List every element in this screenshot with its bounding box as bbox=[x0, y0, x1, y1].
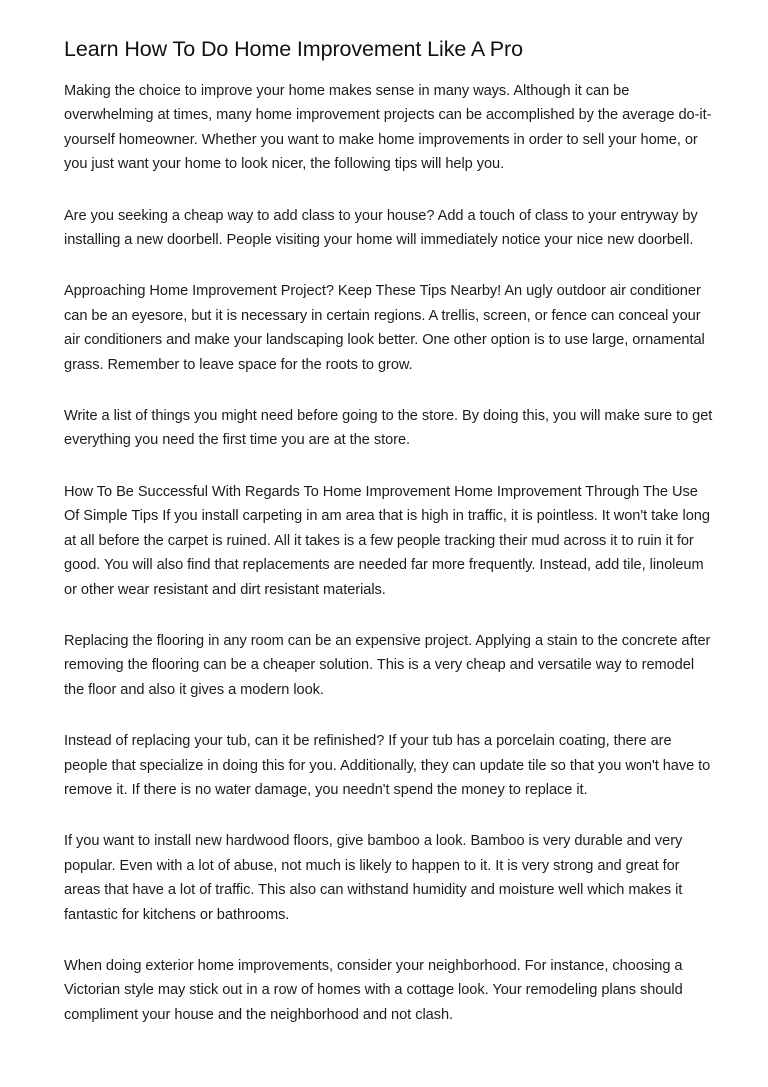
paragraph-flooring: Replacing the flooring in any room can be an expensive project. Applying a stain to the concrete after removing the flooring can be a cheaper solution. This is a very cheap and versatile way to remodel the floor and also it gives a modern look. bbox=[64, 632, 711, 698]
document-title: Learn How To Do Home Improvement Like A Pro bbox=[64, 37, 523, 61]
paragraph-tub: Instead of replacing your tub, can it be refinished? If your tub has a porcelain coating, there are people that specialize in doing this for you. Additionally, they can update tile so that you won't have to remove it. If there is no water damage, you needn't spend the money to replace it. bbox=[64, 733, 711, 798]
paragraph-doorbell: Are you seeking a cheap way to add class to your house? Add a touch of class to your entryway by installing a new doorbell. People visiting your home will immediately notice your nice new doorbell. bbox=[64, 207, 698, 249]
paragraph-bamboo: If you want to install new hardwood floors, give bamboo a look. Bamboo is very durable and very popular. Even with a lot of abuse, not much is likely to happen to it. It is very strong and great for areas that have a lot of traffic. This also can withstand humidity and moisture well which makes it fantastic for kitchens or bathrooms. bbox=[64, 833, 683, 923]
paragraph-shopping-list: Write a list of things you might need before going to the store. By doing this, you will make sure to get everything you need the first time you are at the store. bbox=[64, 408, 713, 449]
paragraph-carpeting: How To Be Successful With Regards To Home Improvement Home Improvement Through The Use Of Simple Tips If you install carpeting in am area that is high in traffic, it is pointless. It won't take long at all before the carpet is ruined. All it takes is a few people tracking their mud across it to ruin it for good. You will also find that replacements are needed far more frequently. Instead, add tile, linoleum or other wear resistant and dirt resistant materials. bbox=[64, 483, 710, 598]
paragraph-intro: Making the choice to improve your home makes sense in many ways. Although it can be overwhelming at times, many home improvement projects can be accomplished by the average do-it-yourself homeowner. Whether you want to make home improvements in order to sell your home, or you just want your home to look nicer, the following tips will help you. bbox=[64, 83, 712, 173]
document-page bbox=[64, 34, 714, 1054]
paragraph-exterior: When doing exterior home improvements, consider your neighborhood. For instance, choosing a Victorian style may stick out in a row of homes with a cottage look. Your remodeling plans should compliment your house and the neighborhood and not clash. bbox=[64, 957, 683, 1023]
paragraph-air-conditioner: Approaching Home Improvement Project? Keep These Tips Nearby! An ugly outdoor air conditioner can be an eyesore, but it is necessary in certain regions. A trellis, screen, or fence can conceal your air conditioners and make your landscaping look better. One other option is to use large, ornamental grass. Remember to leave space for the roots to grow. bbox=[64, 283, 705, 373]
